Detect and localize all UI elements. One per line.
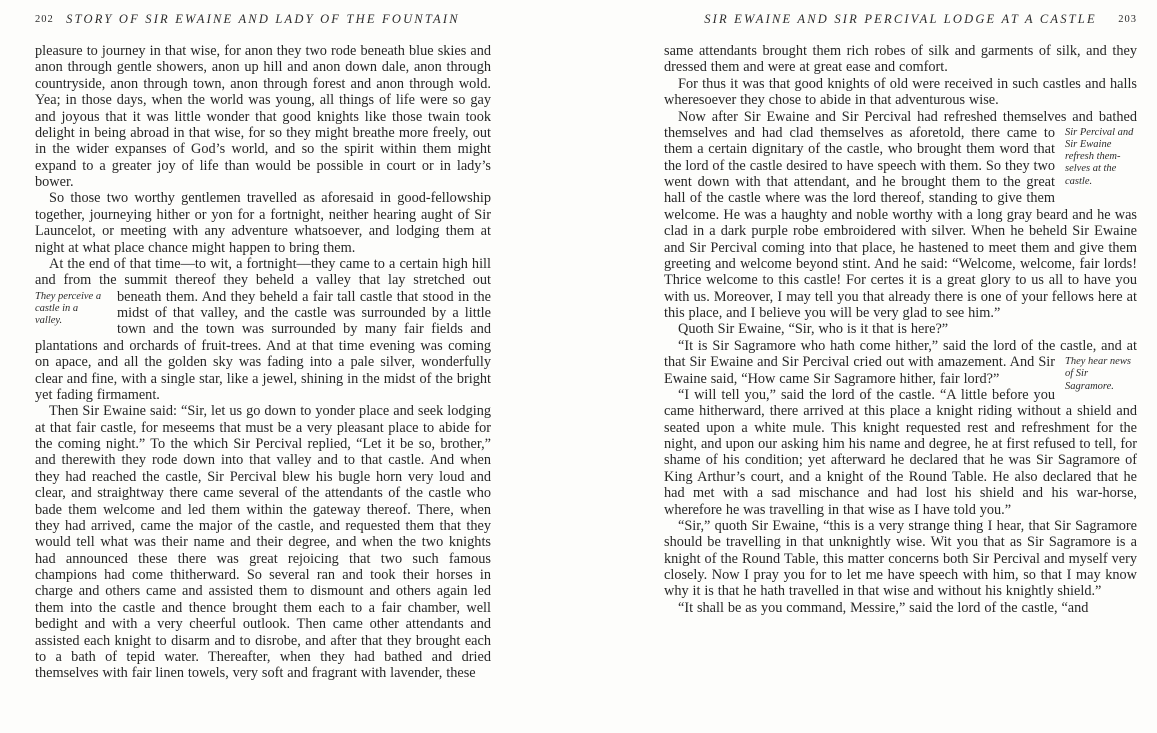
paragraph-with-sidenote: [35, 256, 491, 403]
paragraph: [35, 43, 491, 190]
paragraph: [664, 43, 1137, 76]
right-running-head-title: SIR EWAINE AND SIR PERCIVAL LODGE AT A CASTLE: [704, 12, 1097, 26]
paragraph-text: same attendants brought them rich robes of silk and garments of silk, and they dressed them and were at great ease and comfort.: [664, 43, 1137, 76]
paragraph: [664, 518, 1137, 600]
paragraph-text: and at that Sir Ewaine and Sir Percival cried out with amazement. And Sir Ewaine said, “How came Sir Sagramore hither, fair lord?”: [664, 337, 1137, 387]
paragraph-text: So those two worthy gentlemen travelled as aforesaid in good-fellowship together, journeying hither or yon for a fortnight, neither hearing aught of Sir Launcelot, or meeting with any adventure whatsoever, and lodging them at night at what place chance might happen to bring them.: [35, 190, 491, 256]
paragraph: [664, 321, 1137, 337]
right-running-head: [664, 12, 1137, 30]
paragraph: [664, 76, 1137, 109]
paragraph: [35, 190, 491, 256]
paragraph: [35, 403, 491, 681]
paragraph-with-sidenote: [664, 337, 1137, 392]
paragraph-text: Now after Sir Ewaine and Sir Percival had refreshed themselves and bathed themselves and had clad themselves as aforetold, there came to: [664, 108, 1137, 141]
paragraph-text: midst of that valley, and the castle was surrounded by a little town and the town was surrounded by many fair fields and plantations and orchards of fruit-trees. And at that time evening was coming on apace, and all the golden sky was fading into a pale silver, wonderfully clear and fine, with a single star, like a jewel, shining in the midst of the bright yet fading firmament.: [35, 305, 491, 403]
left-page-number: 202: [35, 14, 54, 25]
paragraph-text: For thus it was that good knights of old were received in such castles and halls wheresoever they chose to abide in that adventurous wise.: [664, 75, 1137, 109]
paragraph-text: Then Sir Ewaine said: “Sir, let us go down to yonder place and seek lodging at that fair castle, for meseems that must be a very pleasant place to abide for the coming night.” To the which Sir Percival replied, “Let it be so, brother,” and therewith they rode down into that valley and to that castle. And when they had reached the castle, Sir Percival blew his bugle horn very loud and clear, and straightway there came several of the attendants of the castle who bade them welcome and led them within the gateway thereof. There, when they had arrived, came the major of the castle, and requested them that they would tell what was their name and their degree, and when the two knights had announced these there was great rejoicing that two such famous champions had come thitherward. So several ran and took their horses in charge and others came and assisted them to dismount and others again led them into the castle and thence brought them each to a fair chamber, well bedight and with a very cheerful outlook. Then came other attendants and assisted each knight to disarm and to disrobe, and after that they brought each to a bath of tepid water. Thereafter, when they had bathed and dried themselves with fair linen towels, very soft and fragrant with lavender, these: [35, 403, 491, 682]
paragraph: [664, 600, 1137, 616]
paragraph-text: “It shall be as you command, Messire,” said the lord of the castle, “and: [678, 599, 1089, 616]
margin-note: They hear news of Sir Sagramore.: [1065, 356, 1131, 392]
left-running-head-title: STORY OF SIR EWAINE AND LADY OF THE FOUNTAIN: [66, 12, 460, 26]
paragraph-with-sidenote: [664, 109, 1137, 322]
paragraph-text: pleasure to journey in that wise, for anon they two rode beneath blue skies and anon through gentle showers, anon up hill and anon down dale, anon through countryside, anon through town, anon through forest and anon through wold. Yea; in those days, when the world was young, all things of life were so gay and joyous that it was little wonder that good knights like those twain took delight in being abroad in that wise, for so they might breathe more freely, out in the wider expanses of God’s world, and so the spirit within them might expand to a greater joy of life than would be possible in court or in lady’s bower.: [35, 43, 491, 190]
right-page-body: [664, 43, 1137, 616]
left-page: [35, 12, 491, 682]
right-page-number: 203: [1118, 14, 1137, 25]
right-page: [664, 12, 1137, 616]
margin-note: Sir Percival and Sir Ewaine refresh themselves at the castle.: [1065, 126, 1134, 187]
paragraph-text: Quoth Sir Ewaine, “Sir, who is it that is here?”: [678, 321, 949, 338]
left-running-head: [35, 12, 491, 30]
paragraph-text: them a certain dignitary of the castle, who brought them word that the lord of the castle desired to have speech with them. So they two went down with that attendant, and he brought them to the great hall of the castle where was the lord thereof, standing to give them welcome. He was a haughty and noble worthy with a long gray beard and he was clad in a dark purple robe embroidered with silver. When he beheld Sir Ewaine and Sir Percival coming into that place, he hastened to meet them and give them greeting and welcome beyond stint. And he said: “Welcome, welcome, fair lords! Thrice welcome to this castle! For certes it is a great glory to us all to have you with us. Moreover, I may tell you that already there is one of your fellows here at this place, and I believe you will be very glad to see him.”: [664, 141, 1137, 321]
paragraph: [664, 387, 1137, 518]
paragraph-text: “Sir,” quoth Sir Ewaine, “this is a very strange thing I hear, that Sir Sagramore should be travelling in that unknightly wise. Wit you that as Sir Sagramore is a knight of the Round Table, this matter concerns both Sir Percival and myself very closely. Now I pray you for to let me have speech with him, so that I may know why it is that he hath travelled in that wise and without his knightly shield.”: [664, 517, 1137, 600]
paragraph-text: “I will tell you,” said the lord of the castle. “A little before you came hitherward, there arrived at this place a knight riding without a shield and seated upon a white mule. This knight requested rest and refreshment for the night, and upon our asking him his name and degree, he at first refused to tell, for shame of his condition; yet afterward he declared that he was Sir Sagramore of King Arthur’s court, and a knight of the Round Table. He also declared that he had met with a sad mischance and had lost his shield and his war-horse, wherefore he was travelling in that wise as I have told you.”: [664, 386, 1137, 518]
paragraph-text: At the end of that time—to wit, a fortnight—they came to a certain high hill and from the summit thereof they beheld a valley that lay stretched out beneath them. And they beheld a fair tall castle that stood in the: [35, 255, 491, 305]
margin-note: They perceive a castle in a valley.: [35, 290, 102, 327]
left-page-body: [35, 43, 491, 682]
paragraph-text: “It is Sir Sagramore who hath come hither,” said the lord of the castle,: [678, 337, 1097, 354]
